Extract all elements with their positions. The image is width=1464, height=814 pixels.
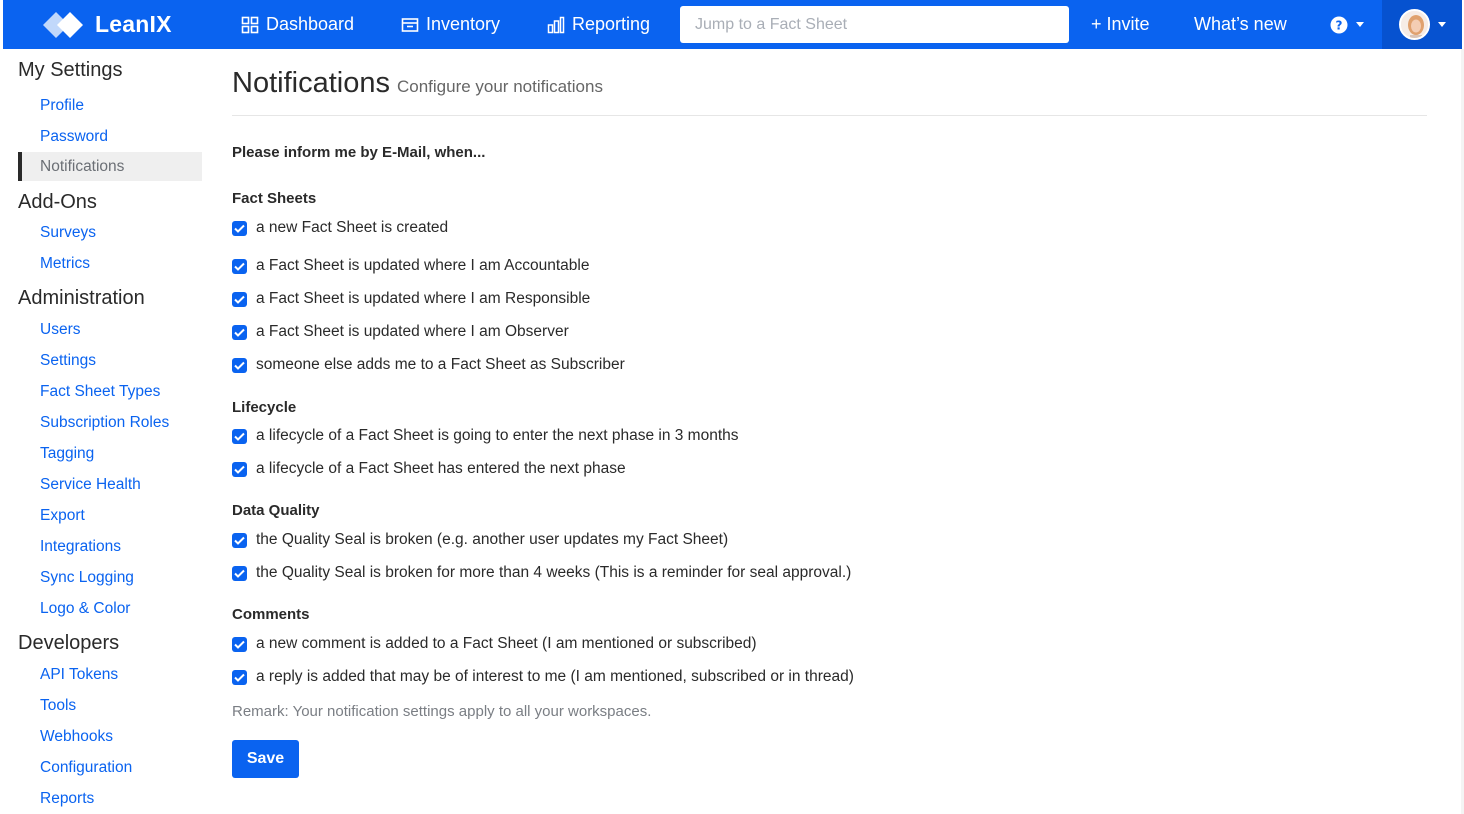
checkbox-checked-icon[interactable] [232, 259, 247, 274]
sidebar-item-metrics[interactable]: Metrics [40, 255, 90, 272]
chevron-down-icon [1438, 22, 1446, 27]
option-new-comment[interactable] [232, 635, 1427, 653]
sidebar-item-configuration[interactable]: Configuration [40, 759, 133, 776]
nav-reporting-label: Reporting [572, 14, 651, 34]
avatar [1399, 9, 1430, 40]
nav-reporting[interactable] [547, 0, 680, 49]
leanix-logo-icon [41, 10, 85, 40]
sidebar-item-notifications[interactable]: Notifications [18, 152, 202, 181]
group-title-data-quality: Data Quality [232, 502, 320, 519]
sidebar-section-my-settings: My Settings [18, 59, 123, 81]
option-quality-seal-broken-4-weeks[interactable] [232, 564, 1427, 582]
sidebar-item-surveys[interactable]: Surveys [40, 224, 96, 241]
option-lifecycle-entered-next-phase[interactable] [232, 460, 1427, 478]
sidebar-item-webhooks[interactable]: Webhooks [40, 728, 113, 745]
sidebar-item-logo-color[interactable]: Logo & Color [40, 600, 131, 617]
sidebar-item-settings[interactable]: Settings [40, 352, 97, 369]
option-updated-accountable[interactable] [232, 257, 1427, 275]
option-label: a Fact Sheet is updated where I am Responsible [256, 290, 591, 307]
inventory-box-icon [401, 17, 419, 33]
brand-name: LeanIX [95, 11, 172, 37]
sidebar-item-reports[interactable]: Reports [40, 790, 95, 807]
whats-new-link[interactable] [1194, 0, 1330, 49]
page-header [232, 49, 1427, 116]
checkbox-checked-icon[interactable] [232, 637, 247, 652]
nav-dashboard-label: Dashboard [266, 14, 355, 34]
sidebar-item-subscription-roles[interactable]: Subscription Roles [40, 414, 170, 431]
checkbox-checked-icon[interactable] [232, 670, 247, 685]
option-label: a new Fact Sheet is created [256, 219, 449, 236]
invite-label: + Invite [1091, 14, 1150, 34]
checkbox-checked-icon[interactable] [232, 325, 247, 340]
page-title: Notifications [232, 67, 390, 99]
fact-sheet-search-input[interactable] [680, 6, 1069, 43]
page-subtitle: Configure your notifications [396, 77, 603, 96]
option-lifecycle-next-phase-3-months[interactable] [232, 427, 1427, 445]
sidebar-item-api-tokens[interactable]: API Tokens [40, 666, 119, 683]
option-label: a lifecycle of a Fact Sheet is going to enter the next phase in 3 months [256, 427, 739, 444]
sidebar-item-sync-logging[interactable]: Sync Logging [40, 569, 134, 586]
option-fact-sheet-created[interactable] [232, 219, 1427, 237]
sidebar-section-developers: Developers [18, 632, 120, 654]
sidebar-item-password[interactable]: Password [40, 128, 109, 145]
option-updated-observer[interactable] [232, 323, 1427, 341]
sidebar-item-tagging[interactable]: Tagging [40, 445, 95, 462]
invite-button[interactable] [1091, 0, 1194, 49]
user-photo-icon [1401, 11, 1430, 40]
group-title-lifecycle: Lifecycle [232, 399, 297, 416]
settings-sidebar [0, 49, 210, 814]
option-label: the Quality Seal is broken for more than 4 weeks (This is a reminder for seal approval.) [256, 564, 852, 581]
question-circle-icon [1330, 16, 1348, 34]
nav-inventory[interactable] [401, 0, 547, 49]
brand-logo[interactable] [41, 10, 236, 40]
help-menu[interactable] [1330, 16, 1380, 34]
notifications-panel [232, 49, 1427, 778]
checkbox-checked-icon[interactable] [232, 533, 247, 548]
option-label: a new comment is added to a Fact Sheet (I am mentioned or subscribed) [256, 635, 757, 652]
nav-dashboard[interactable] [241, 0, 401, 49]
option-label: a Fact Sheet is updated where I am Observer [256, 323, 569, 340]
user-menu[interactable] [1382, 0, 1462, 49]
grid-icon [241, 16, 259, 34]
checkbox-checked-icon[interactable] [232, 429, 247, 444]
sidebar-section-administration: Administration [18, 287, 145, 309]
group-title-fact-sheets: Fact Sheets [232, 190, 317, 207]
option-label: a lifecycle of a Fact Sheet has entered the next phase [256, 460, 626, 477]
option-updated-responsible[interactable] [232, 290, 1427, 308]
checkbox-checked-icon[interactable] [232, 221, 247, 236]
sidebar-item-export[interactable]: Export [40, 507, 85, 524]
option-added-as-subscriber[interactable] [232, 356, 1427, 374]
nav-inventory-label: Inventory [426, 14, 501, 34]
sidebar-section-add-ons: Add-Ons [18, 191, 97, 213]
save-button[interactable]: Save [232, 740, 299, 778]
svg-text:?: ? [1335, 18, 1343, 32]
sidebar-item-tools[interactable]: Tools [40, 697, 77, 714]
sidebar-item-users[interactable]: Users [40, 321, 81, 338]
whats-new-label: What’s new [1194, 14, 1287, 34]
option-label: someone else adds me to a Fact Sheet as Subscriber [256, 356, 625, 373]
sidebar-item-fact-sheet-types[interactable]: Fact Sheet Types [40, 383, 161, 400]
option-reply-added[interactable] [232, 668, 1427, 686]
sidebar-item-service-health[interactable]: Service Health [40, 476, 141, 493]
sidebar-item-profile[interactable]: Profile [40, 97, 84, 114]
bar-chart-icon [547, 16, 565, 34]
checkbox-checked-icon[interactable] [232, 358, 247, 373]
option-label: a reply is added that may be of interest to me (I am mentioned, subscribed or in thread) [256, 668, 854, 685]
checkbox-checked-icon[interactable] [232, 462, 247, 477]
sidebar-item-integrations[interactable]: Integrations [40, 538, 121, 555]
option-quality-seal-broken[interactable] [232, 531, 1427, 549]
option-label: a Fact Sheet is updated where I am Accountable [256, 257, 590, 274]
email-intro-text: Please inform me by E-Mail, when... [232, 144, 486, 161]
chevron-down-icon [1356, 22, 1364, 27]
remark-text: Remark: Your notification settings apply to all your workspaces. [232, 703, 652, 720]
top-navbar [3, 0, 1462, 49]
checkbox-checked-icon[interactable] [232, 566, 247, 581]
checkbox-checked-icon[interactable] [232, 292, 247, 307]
group-title-comments: Comments [232, 606, 310, 623]
option-label: the Quality Seal is broken (e.g. another user updates my Fact Sheet) [256, 531, 729, 548]
